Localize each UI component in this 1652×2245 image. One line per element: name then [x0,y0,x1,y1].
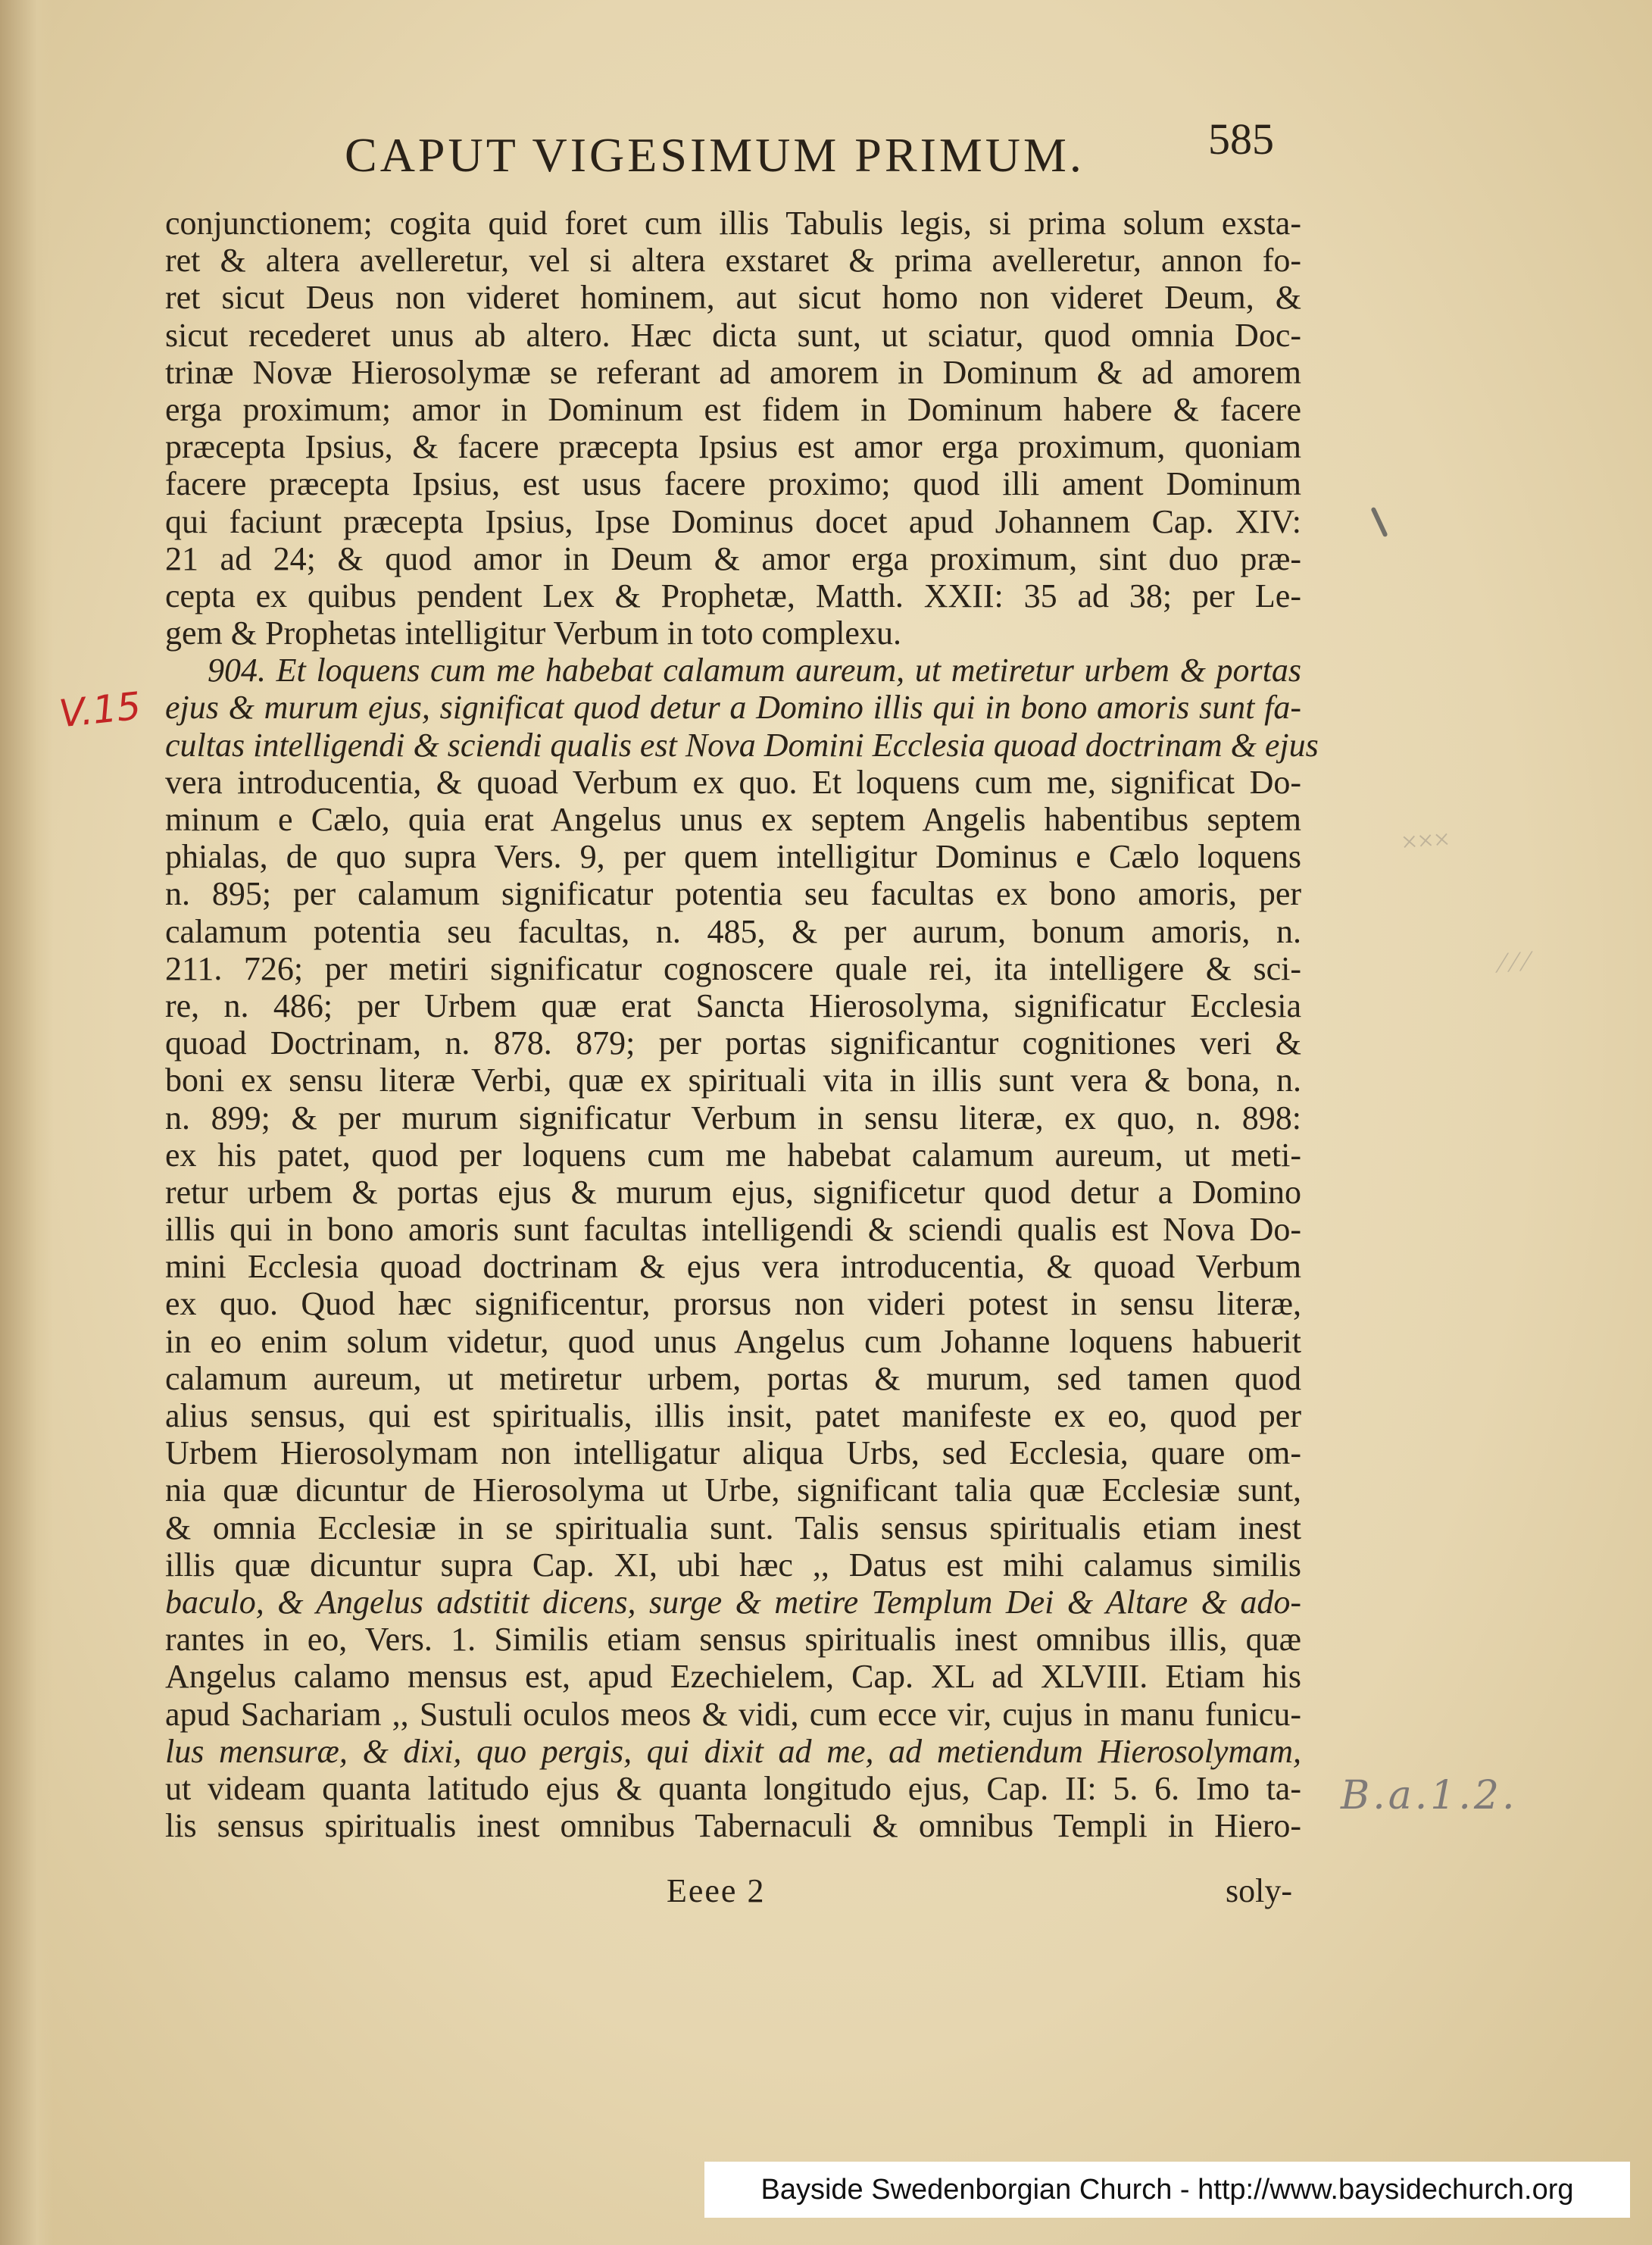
text-line: ret & altera avelleretur, vel si altera exstaret & prima avelleretur, annon fo- [165,242,1301,280]
catchword: soly- [1226,1872,1292,1909]
text-line: illis qui in bono amoris sunt facultas intelligendi & sciendi qualis est Nova Do- [165,1211,1301,1249]
text-line: 904. Et loquens cum me habebat calamum aureum, ut metiretur urbem & portas [208,652,1301,689]
text-line: minum e Cælo, quia erat Angelus unus ex septem Angelis habentibus septem [165,801,1301,838]
faint-margin-mark: ⁄ ⁄ ⁄ [1498,945,1530,980]
text-line: apud Sachariam ,, Sustuli oculos meos & vidi, cum ecce vir, cujus in manu funicu- [165,1695,1301,1733]
text-line: lis sensus spiritualis inest omnibus Tabernaculi & omnibus Templi in Hiero- [165,1807,1301,1845]
text-line: quoad Doctrinam, n. 878. 879; per portas significantur cognitiones veri & [165,1024,1301,1062]
text-line: phialas, de quo supra Vers. 9, per quem intelligitur Dominus e Cælo loquens [165,838,1301,876]
text-line: & omnia Ecclesiæ in se spiritualia sunt. Talis sensus spiritualis etiam inest [165,1509,1301,1546]
text-line: 21 ad 24; & quod amor in Deum & amor erga proximum, sint duo præ- [165,539,1301,577]
text-line: cultas intelligendi & sciendi qualis est Nova Domini Ecclesia quoad doctrinam & ejus [165,726,1319,764]
text-line: sicut recederet unus ab altero. Hæc dicta sunt, ut sciatur, quod omnia Doc- [165,316,1301,354]
text-line: ex quo. Quod hæc significentur, prorsus non videri potest in sensu literæ, [165,1285,1301,1323]
text-line: in eo enim solum videtur, quod unus Angelus cum Johanne loquens habuerit [165,1322,1301,1360]
page-number: 585 [1208,114,1274,164]
page-spine-shadow [0,0,53,2245]
text-line: alius sensus, qui est spiritualis, illis insit, patet manifeste ex eo, quod per [165,1397,1301,1434]
text-line: erga proximum; amor in Dominum est fidem in Dominum habere & facere [165,390,1301,428]
text-line: nia quæ dicuntur de Hierosolyma ut Urbe, significant talia quæ Ecclesiæ sunt, [165,1471,1301,1509]
text-line: calamum aureum, ut metiretur urbem, portas & murum, sed tamen quod [165,1359,1301,1397]
text-line: vera introducentia, & quoad Verbum ex quo. Et loquens cum me, significat Do- [165,763,1301,801]
text-line: re, n. 486; per Urbem quæ erat Sancta Hierosolyma, significatur Ecclesia [165,986,1301,1024]
text-line: calamum potentia seu facultas, n. 485, & per aurum, bonum amoris, n. [165,912,1301,950]
text-line: Angelus calamo mensus est, apud Ezechielem, Cap. XL ad XLVIII. Etiam his [165,1658,1301,1696]
text-line: n. 895; per calamum significatur potentia seu facultas ex bono amoris, per [165,875,1301,913]
text-line: rantes in eo, Vers. 1. Similis etiam sensus spiritualis inest omnibus illis, quæ [165,1621,1301,1659]
text-line: conjunctionem; cogita quid foret cum illis Tabulis legis, si prima solum exsta- [165,205,1301,242]
text-line: ut videam quanta latitudo ejus & quanta longitudo ejus, Cap. II: 5. 6. Imo ta- [165,1769,1301,1807]
text-line: præcepta Ipsius, & facere præcepta Ipsius est amor erga proximum, quoniam [165,428,1301,466]
pencil-margin-annotation: B.a.1.2. [1341,1773,1518,1818]
text-line: trinæ Novæ Hierosolymæ se referant ad amorem in Dominum & ad amorem [165,353,1301,391]
text-line: mini Ecclesia quoad doctrinam & ejus vera introducentia, & quoad Verbum [165,1248,1301,1286]
text-line: retur urbem & portas ejus & murum ejus, significetur quod detur a Domino [165,1173,1301,1211]
body-text [165,205,1319,1845]
text-line: Urbem Hierosolymam non intelligatur aliqua Urbs, sed Ecclesia, quare om- [165,1434,1301,1472]
text-line: ejus & murum ejus, significat quod detur a Domino illis qui in bono amoris sunt fa- [165,689,1301,727]
text-line: lus mensuræ, & dixi, quo pergis, qui dixit ad me, ad metiendum Hierosolymam, [165,1732,1301,1770]
watermark-banner: Bayside Swedenborgian Church - http://www.baysidechurch.org [704,2162,1630,2218]
text-line: cepta ex quibus pendent Lex & Prophetæ, Matth. XXII: 35 ad 38; per Le- [165,577,1301,614]
text-line: n. 899; & per murum significatur Verbum in sensu literæ, ex quo, n. 898: [165,1099,1301,1137]
red-margin-annotation: V.15 [57,683,143,736]
text-line: gem & Prophetas intelligitur Verbum in toto complexu. [165,614,901,652]
text-line: 211. 726; per metiri significatur cognoscere quale rei, ita intelligere & sci- [165,949,1301,987]
faint-margin-mark: ××× [1400,823,1451,859]
running-title: CAPUT VIGESIMUM PRIMUM. [345,128,1085,182]
pencil-stroke-mark [1370,507,1388,538]
text-line: baculo, & Angelus adstitit dicens, surge & metire Templum Dei & Altare & ado- [165,1583,1301,1621]
text-line: ex his patet, quod per loquens cum me habebat calamum aureum, ut meti- [165,1136,1301,1174]
signature-mark: Eeee 2 [667,1872,766,1909]
text-line: ret sicut Deus non videret hominem, aut sicut homo non videret Deum, & [165,279,1301,317]
text-line: qui faciunt præcepta Ipsius, Ipse Dominus docet apud Johannem Cap. XIV: [165,502,1301,540]
text-line: boni ex sensu literæ Verbi, quæ ex spirituali vita in illis sunt vera & bona, n. [165,1062,1301,1099]
text-line: illis quæ dicuntur supra Cap. XI, ubi hæc ,, Datus est mihi calamus similis [165,1546,1301,1584]
text-line: facere præcepta Ipsius, est usus facere proximo; quod illi ament Dominum [165,465,1301,503]
